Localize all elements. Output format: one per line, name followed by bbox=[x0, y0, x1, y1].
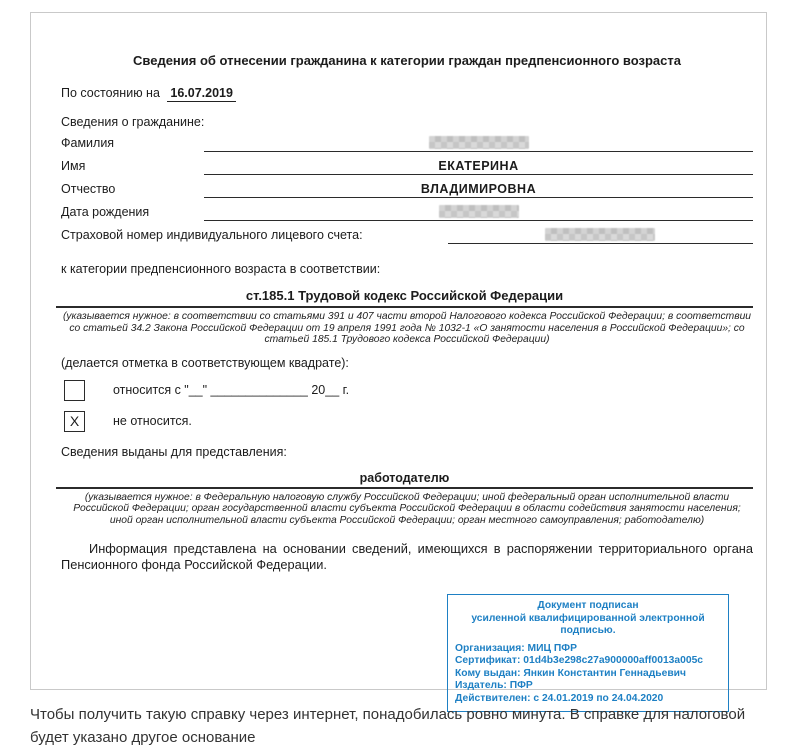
field-row-surname bbox=[61, 130, 753, 152]
surname-label: Фамилия bbox=[61, 136, 115, 150]
stamp-organization: Организация: МИЦ ПФР bbox=[455, 642, 577, 654]
as-of-date: 16.07.2019 bbox=[167, 86, 236, 102]
birthdate-redacted-value bbox=[439, 205, 519, 218]
not-applies-checkbox-mark: X bbox=[69, 413, 80, 429]
birthdate-label: Дата рождения bbox=[61, 205, 150, 219]
firstname-line bbox=[204, 152, 753, 175]
field-row-firstname bbox=[61, 153, 753, 175]
birthdate-line bbox=[204, 198, 753, 221]
document-scan bbox=[30, 12, 767, 704]
surname-redacted-value bbox=[429, 136, 529, 149]
stamp-certificate: Сертификат: 01d4b3e298c27a900000aff0013a005c bbox=[455, 655, 704, 666]
patronymic-value: ВЛАДИМИРОВНА bbox=[420, 182, 537, 196]
patronymic-label: Отчество bbox=[61, 182, 116, 196]
issued-for-label: Сведения выданы для представления: bbox=[61, 444, 287, 459]
stamp-issued-to: Кому выдан: Янкин Константин Геннадьевич bbox=[455, 667, 686, 679]
not-applies-label: не относится. bbox=[113, 414, 192, 428]
as-of-row bbox=[61, 86, 753, 100]
issued-for-value: работодателю bbox=[56, 471, 753, 489]
checkbox-row-applies bbox=[61, 380, 753, 401]
category-fine-print: (указывается нужное: в соответствии со статьями 391 и 407 части второй Налогового кодекса Российской Федерации; в соответствии со статьей 34.2 Закона Российской Федерации от 19 апреля 1991 года № 1032-1 «О занятости населения в Российской Федерации»; со статьей 185.1 Трудового кодекса Российской Федерации) bbox=[62, 311, 752, 345]
as-of-label: По состоянию на bbox=[61, 86, 160, 100]
stamp-header-line: подписью. bbox=[560, 625, 616, 636]
digital-signature-stamp bbox=[447, 594, 729, 712]
snils-redacted-value bbox=[545, 228, 655, 241]
surname-line bbox=[204, 129, 753, 152]
document-title: Сведения об отнесении гражданина к категории граждан предпенсионного возраста bbox=[133, 53, 681, 68]
field-row-snils bbox=[61, 222, 753, 244]
stamp-issuer: Издатель: ПФР bbox=[455, 680, 533, 691]
stamp-header-line: Документ подписан bbox=[537, 600, 639, 611]
snils-label: Страховой номер индивидуального лицевого счета: bbox=[61, 228, 363, 242]
article-caption: Чтобы получить такую справку через интернет, понадобилась ровно минута. В справке для налоговой будет указано другое основание bbox=[30, 706, 746, 746]
snils-line bbox=[448, 221, 753, 244]
field-row-patronymic bbox=[61, 176, 753, 198]
info-paragraph: Информация представлена на основании сведений, имеющихся в распоряжении территориального органа Пенсионного фонда Российской Федерации. bbox=[61, 541, 753, 572]
checkbox-row-not-applies bbox=[61, 411, 753, 432]
not-applies-checkbox bbox=[64, 411, 85, 432]
firstname-label: Имя bbox=[61, 159, 86, 173]
mark-note: (делается отметка в соответствующем квадрате): bbox=[61, 355, 349, 370]
category-intro: к категории предпенсионного возраста в соответствии: bbox=[61, 262, 381, 276]
stamp-header-line: усиленной квалифицированной электронной bbox=[471, 612, 705, 624]
category-value: ст.185.1 Трудовой кодекс Российской Федерации bbox=[56, 288, 753, 308]
applies-label: относится с "__" ______________ 20__ г. bbox=[113, 383, 350, 397]
stamp-validity: Действителен: с 24.01.2019 по 24.04.2020 bbox=[455, 692, 664, 704]
issued-for-fine-print: (указывается нужное: в Федеральную налоговую службу Российской Федерации; иной федеральный орган исполнительной власти Российской Федерации; орган государственной власти субъекта Российской Федерации в области содействия занятости населения; иной орган исполнительной власти субъекта Российской Федерации; орган местного самоуправления; работодателю) bbox=[73, 491, 741, 526]
citizen-section-label: Сведения о гражданине: bbox=[61, 115, 205, 129]
firstname-value: ЕКАТЕРИНА bbox=[438, 159, 519, 173]
field-row-birthdate bbox=[61, 199, 753, 221]
applies-checkbox bbox=[64, 380, 85, 401]
patronymic-line bbox=[204, 175, 753, 198]
